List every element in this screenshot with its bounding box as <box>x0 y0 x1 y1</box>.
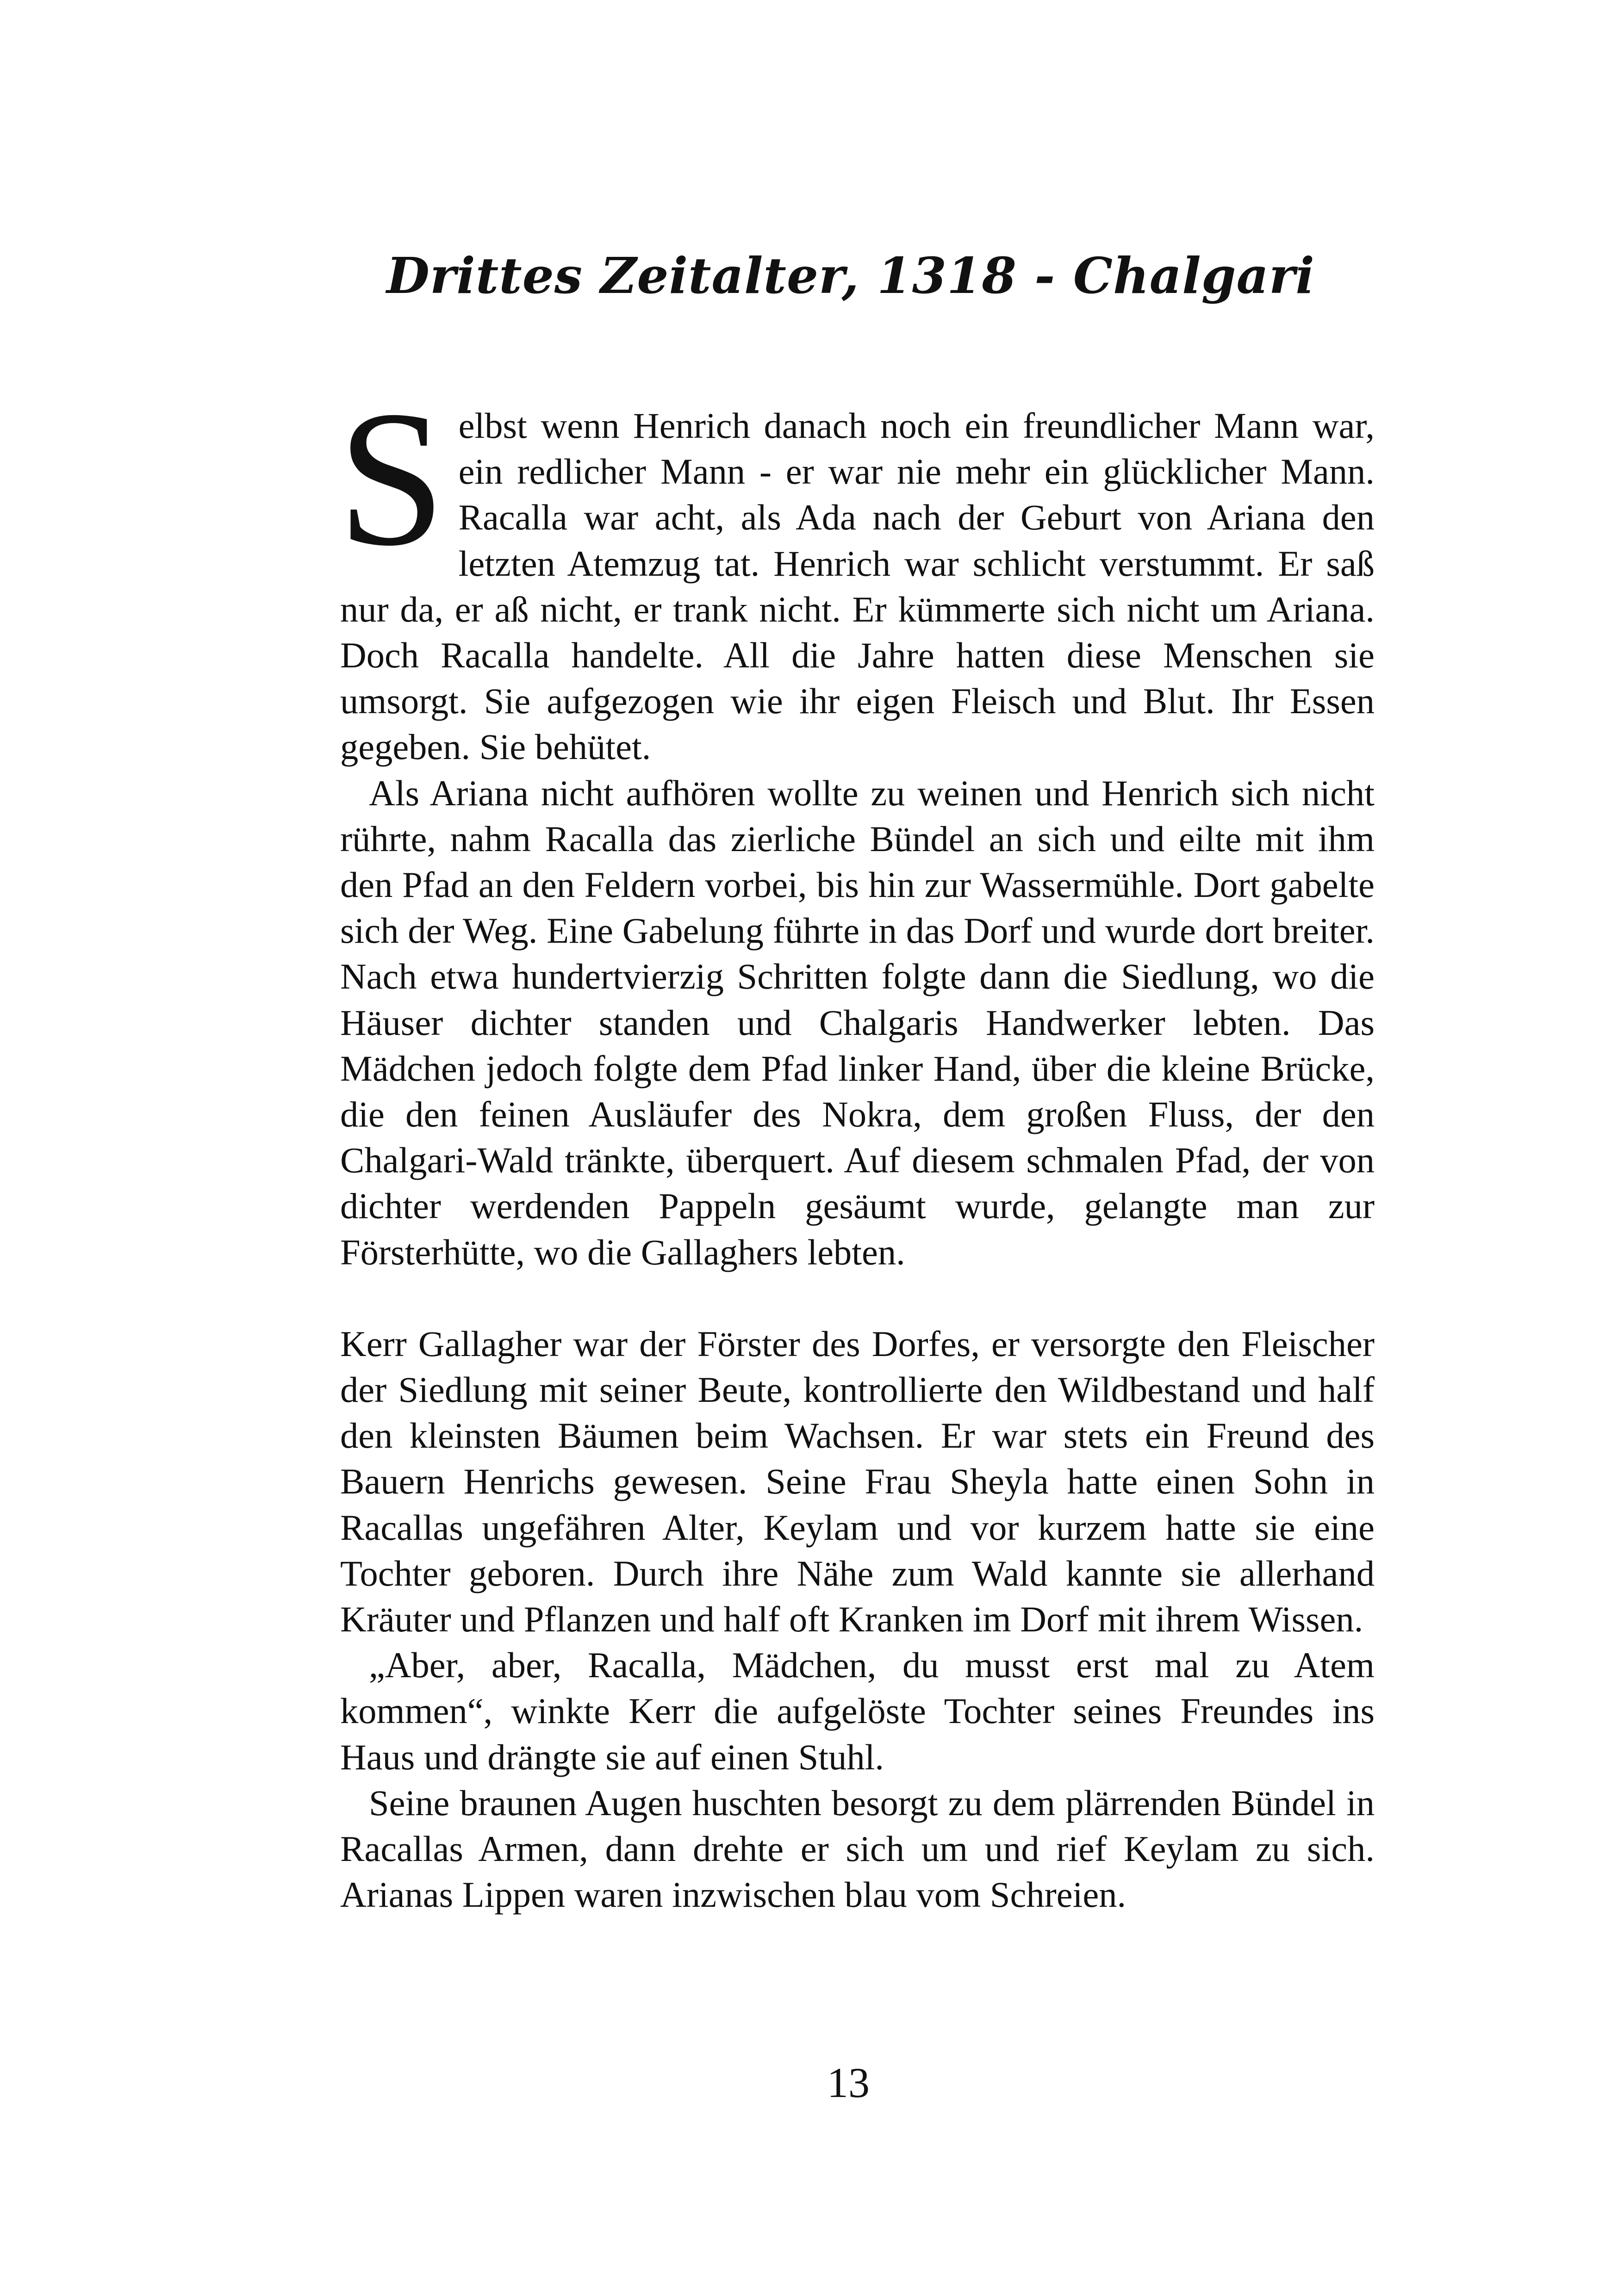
drop-cap: S <box>337 371 446 586</box>
paragraph-3: Kerr Gallagher war der Förster des Dorfes, er versorgte den Fleischer der Siedlung mit seiner Beute, kontrollierte den Wildbestand und half den kleinsten Bäumen beim Wachsen. Er war stets ein Freund des Bauern Henrichs gewesen. Seine Frau Sheyla hatte einen Sohn in Racallas ungefähren Alter, Keylam und vor kurzem hatte sie eine Tochter geboren. Durch ihre Nähe zum Wald kannte sie allerhand Kräuter und Pflanzen und half oft Kranken im Dorf mit ihrem Wissen. <box>340 1323 1375 1640</box>
chapter-title: Drittes Zeitalter, 1318 - Chalgari <box>386 247 1315 305</box>
page-number: 13 <box>827 2059 870 2106</box>
paragraph-4: „Aber, aber, Racalla, Mädchen, du musst erst mal zu Atem kommen“, winkte Kerr die aufgelöste Tochter seines Freundes ins Haus und drängte sie auf einen Stuhl. <box>340 1645 1375 1777</box>
body-text <box>337 371 1375 1918</box>
paragraph-1 <box>337 371 1375 770</box>
paragraph-1-text: elbst wenn Henrich danach noch ein freundlicher Mann war, ein redlicher Mann - er war nie mehr ein glücklicher Mann. Racalla war acht, als Ada nach der Geburt von Ariana den letzten Atemzug tat. Henrich war schlicht verstummt. Er saß nur da, er aß nicht, er trank nicht. Er kümmerte sich nicht um Ariana. Doch Racalla handelte. All die Jahre hatten diese Menschen sie umsorgt. Sie aufgezogen wie ihr eigen Fleisch und Blut. Ihr Essen gegeben. Sie behütet. <box>340 405 1375 767</box>
paragraph-5: Seine braunen Augen huschten besorgt zu dem plärrenden Bündel in Racallas Armen, dann drehte er sich um und rief Keylam zu sich. Arianas Lippen waren inzwischen blau vom Schreien. <box>340 1782 1375 1915</box>
paragraph-2: Als Ariana nicht aufhören wollte zu weinen und Henrich sich nicht rührte, nahm Racalla das zierliche Bündel an sich und eilte mit ihm den Pfad an den Feldern vorbei, bis hin zur Wassermühle. Dort gabelte sich der Weg. Eine Gabelung führte in das Dorf und wurde dort breiter. Nach etwa hundertvierzig Schritten folgte dann die Siedlung, wo die Häuser dichter standen und Chalgaris Handwerker lebten. Das Mädchen jedoch folgte dem Pfad linker Hand, über die kleine Brücke, die den feinen Ausläufer des Nokra, dem großen Fluss, der den Chalgari-Wald tränkte, überquert. Auf diesem schmalen Pfad, der von dichter werdenden Pappeln gesäumt wurde, gelangte man zur Försterhütte, wo die Gallaghers lebten. <box>340 772 1375 1272</box>
